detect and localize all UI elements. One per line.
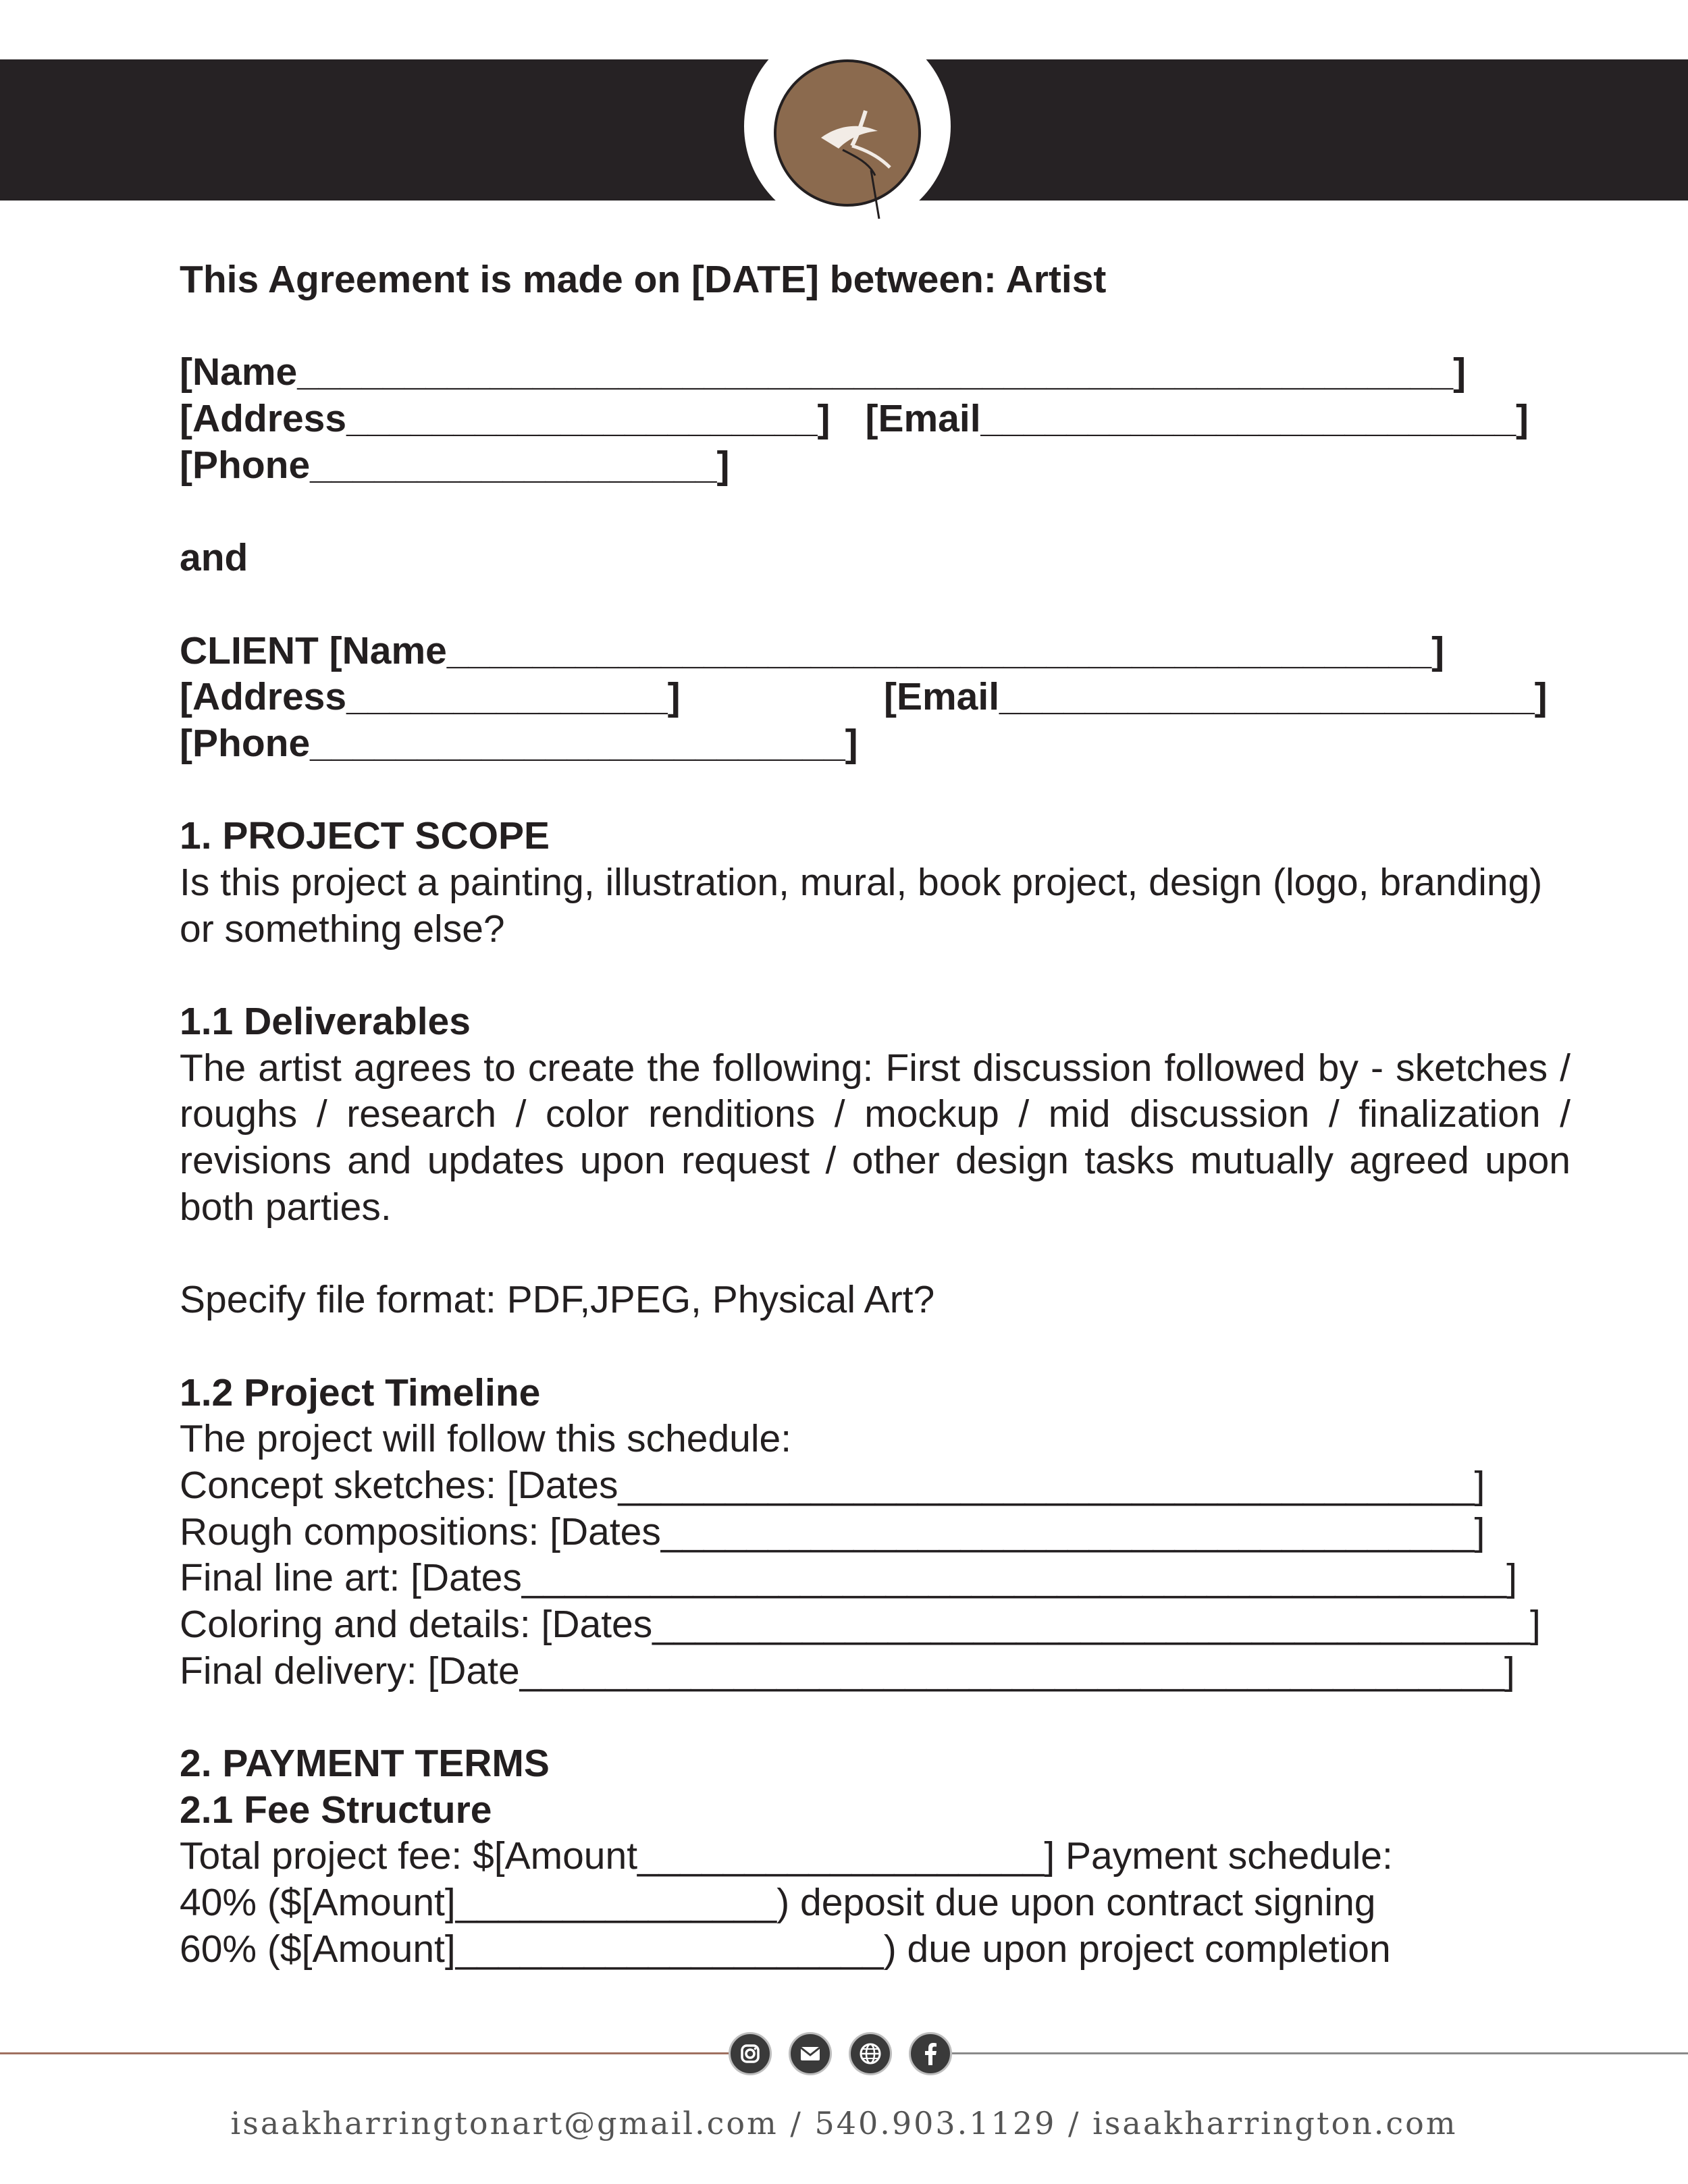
mail-icon[interactable] [789, 2032, 832, 2075]
timeline-item: Final delivery: [Date______________________________________________] [180, 1649, 1515, 1693]
facebook-icon[interactable] [909, 2032, 952, 2075]
timeline-item: Rough compositions: [Dates______________________________________] [180, 1510, 1485, 1553]
timeline-item: Coloring and details: [Dates_________________________________________] [180, 1603, 1541, 1647]
client-email-field: [Email_________________________] [884, 675, 1548, 719]
footer-divider-right [945, 2052, 1688, 2054]
artist-address-field: [Address______________________] [180, 397, 830, 441]
section-1-heading: 1. PROJECT SCOPE [180, 814, 550, 858]
globe-icon[interactable] [849, 2032, 892, 2075]
artist-email-field: [Email_________________________] [865, 397, 1529, 441]
file-format-text: Specify file format: PDF,JPEG, Physical Art? [180, 1278, 935, 1322]
agreement-intro: This Agreement is made on [DATE] between: Artist [180, 258, 1107, 301]
client-phone-field: [Phone_________________________] [180, 721, 858, 765]
footer-contact-info: isaakharringtonart@gmail.com / 540.903.1129 / isaakharrington.com [230, 2105, 1458, 2141]
deliverables-heading: 1.1 Deliverables [180, 1000, 471, 1044]
client-name-field: CLIENT [Name______________________________________________] [180, 629, 1445, 672]
fee-line: 40% ($[Amount]_______________) deposit due upon contract signing [180, 1881, 1376, 1925]
section-2-heading: 2. PAYMENT TERMS [180, 1742, 550, 1786]
project-scope-question: Is this project a painting, illustration, mural, book project, design (logo, branding) or something else? [180, 860, 1543, 951]
agreement-body [180, 257, 1571, 1973]
instagram-icon[interactable] [729, 2032, 772, 2075]
and-text: and [180, 536, 248, 580]
timeline-heading: 1.2 Project Timeline [180, 1370, 541, 1414]
footer-divider-left [0, 2052, 729, 2054]
timeline-item: Final line art: [Dates______________________________________________] [180, 1556, 1517, 1600]
artist-phone-field: [Phone___________________] [180, 443, 730, 487]
artist-address-email-row [180, 396, 1571, 442]
artist-name-field: [Name______________________________________________________] [180, 350, 1467, 394]
fee-line: Total project fee: $[Amount___________________] Payment schedule: [180, 1834, 1393, 1878]
timeline-intro: The project will follow this schedule: [180, 1417, 792, 1461]
fee-structure-heading: 2.1 Fee Structure [180, 1788, 492, 1832]
hummingbird-logo-icon [774, 59, 921, 207]
timeline-item: Concept sketches: [Dates________________________________________] [180, 1463, 1485, 1507]
deliverables-text: The artist agrees to create the following: First discussion followed by - sketches / roughs / research / color renditions / mockup / mid discussion / finalization / revisions and updates upon request / other design tasks mutually agreed upon both parties. [180, 1046, 1571, 1229]
client-address-field: [Address_______________] [180, 675, 681, 719]
client-address-email-row [180, 674, 1571, 720]
fee-line: 60% ($[Amount]____________________) due upon project completion [180, 1927, 1391, 1971]
